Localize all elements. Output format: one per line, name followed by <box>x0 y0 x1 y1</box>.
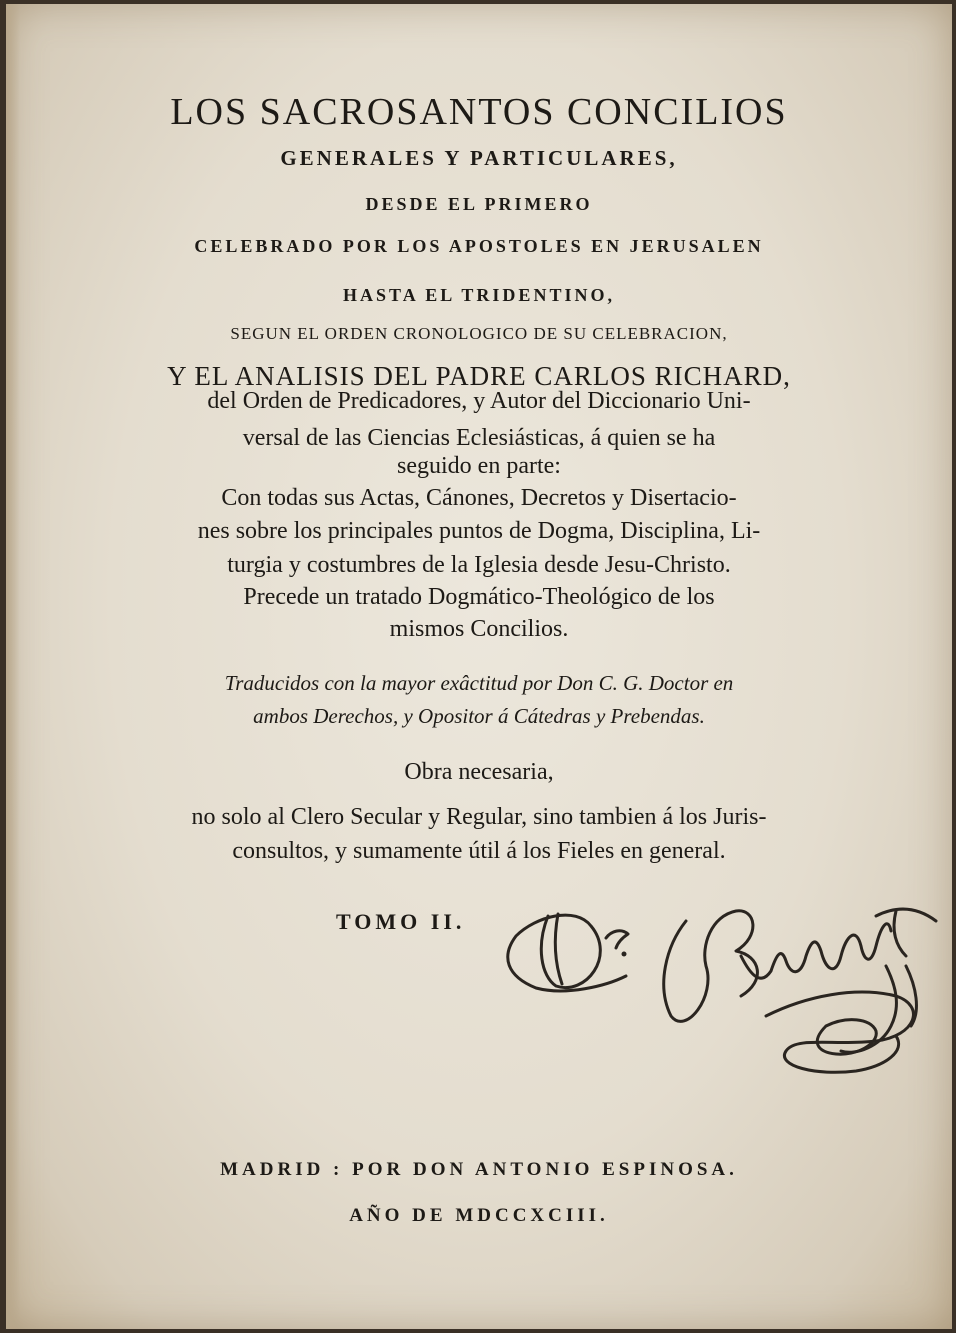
contents-line-3: turgia y costumbres de la Iglesia desde Jesu-Christo. <box>227 552 731 578</box>
translator-line-2: ambos Derechos, y Opositor á Cátedras y Prebendas. <box>253 704 705 728</box>
obra-line-1: Obra necesaria, <box>404 759 554 785</box>
subtitle-line-5: SEGUN EL ORDEN CRONOLOGICO DE SU CELEBRACION, <box>230 324 728 343</box>
contents-line-1: Con todas sus Actas, Cánones, Decretos y Disertacio- <box>221 485 737 511</box>
obra-line-2: no solo al Clero Secular y Regular, sino tambien á los Juris- <box>191 804 767 830</box>
subtitle-line-6: Y EL ANALISIS DEL PADRE CARLOS RICHARD, <box>167 361 791 391</box>
translator-line-1: Traducidos con la mayor exâctitud por Don C. G. Doctor en <box>224 671 734 695</box>
subtitle-line-3: CELEBRADO POR LOS APOSTOLES EN JERUSALEN <box>194 236 764 256</box>
author-line-1: del Orden de Predicadores, y Autor del Diccionario Uni- <box>207 388 751 414</box>
subtitle-line-1: GENERALES Y PARTICULARES, <box>280 146 678 170</box>
year-line: AÑO DE MDCCXCIII. <box>349 1205 609 1226</box>
book-title: LOS SACROSANTOS CONCILIOS <box>170 91 788 133</box>
author-line-2: versal de las Ciencias Eclesiásticas, á quien se ha <box>242 425 716 451</box>
subtitle-line-2: DESDE EL PRIMERO <box>365 194 593 214</box>
author-line-3: seguido en parte: <box>397 453 561 479</box>
contents-line-5: mismos Concilios. <box>389 616 569 642</box>
contents-line-2: nes sobre los principales puntos de Dogma, Disciplina, Li- <box>197 518 761 544</box>
contents-line-4: Precede un tratado Dogmático-Theológico de los <box>243 584 715 610</box>
handwritten-signature <box>496 876 946 1116</box>
title-page <box>6 4 952 1329</box>
volume-label: TOMO II. <box>336 909 466 934</box>
imprint-line: MADRID : POR DON ANTONIO ESPINOSA. <box>220 1159 738 1180</box>
obra-line-3: consultos, y sumamente útil á los Fieles en general. <box>232 838 726 864</box>
subtitle-line-4: HASTA EL TRIDENTINO, <box>343 285 615 305</box>
